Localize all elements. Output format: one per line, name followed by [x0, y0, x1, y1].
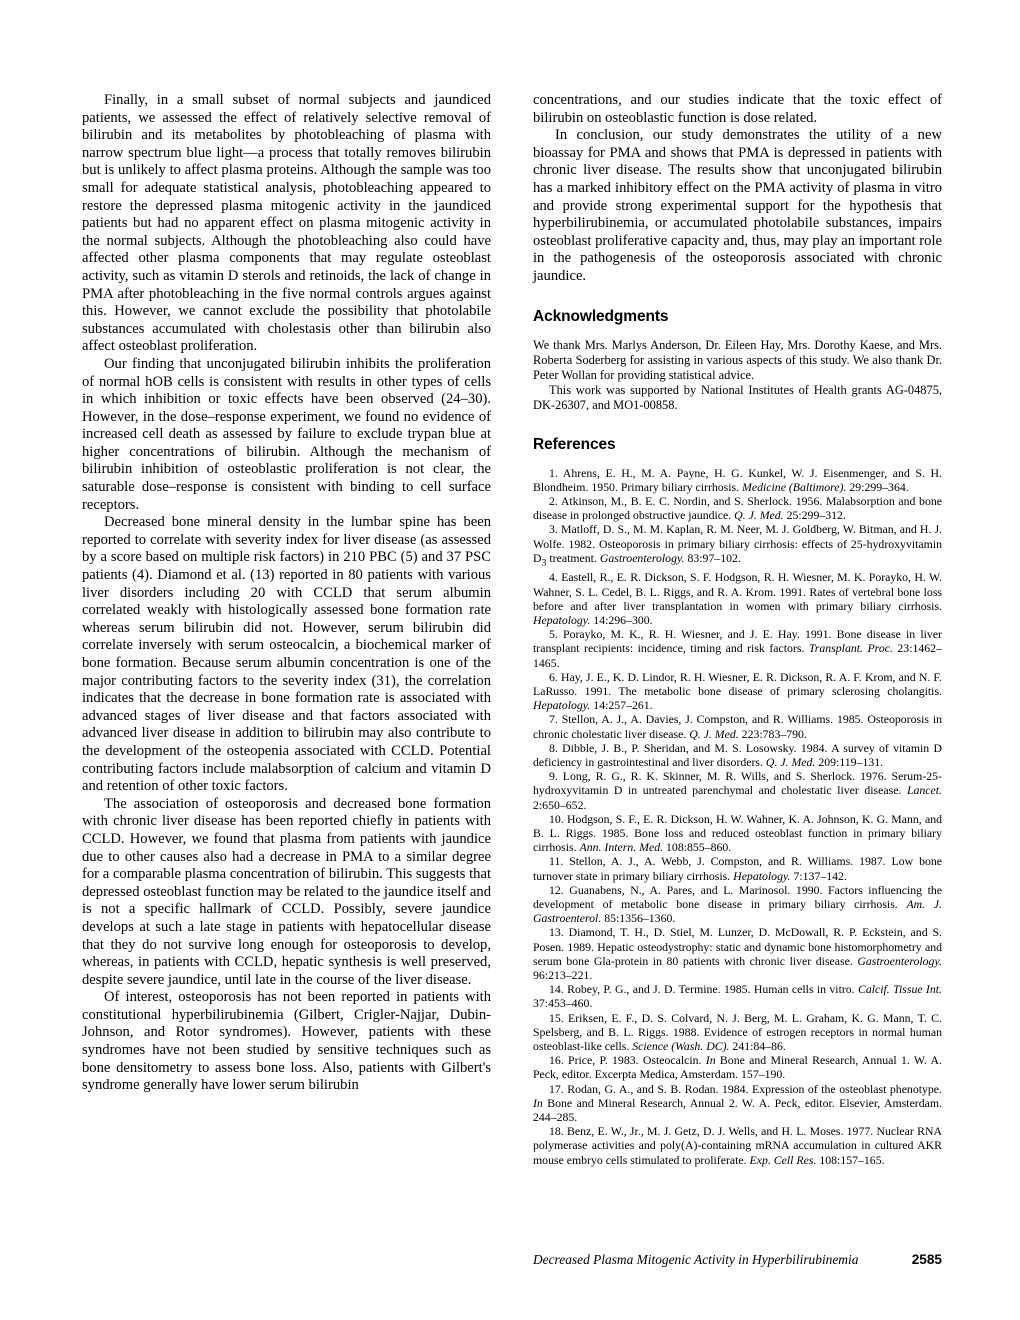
paragraph: The association of osteoporosis and decreased bone formation with chronic liver disease has been reported chiefly in patients with CCLD. However, we found that plasma from patients with jaundice due to other causes also had a decrease in PMA to a similar degree for a comparable plasma concentration of bilirubin. This suggests that depressed osteoblast function may be related to the jaundice itself and is not a specific hallmark of CCLD. Possibly, severe jaundice develops at such a late stage in patients with hepatocellular disease that they do not survive long enough for osteoporosis to develop, whereas, in patients with CCLD, hepatic synthesis is well preserved, despite severe jaundice, until late in the course of the liver disease. [82, 795, 491, 988]
reference-item: 16. Price, P. 1983. Osteocalcin. In Bone and Mineral Research, Annual 1. W. A. Peck, editor. Excerpta Medica, Amsterdam. 157–190. [533, 1053, 942, 1082]
reference-item: 12. Guanabens, N., A. Pares, and L. Marinosol. 1990. Factors influencing the development of metabolic bone disease in primary biliary cirrhosis. Am. J. Gastroenterol. 85:1356–1360. [533, 882, 942, 926]
reference-item: 13. Diamond, T. H., D. Stiel, M. Lunzer, D. McDowall, R. P. Eckstein, and S. Posen. 1989. Hepatic osteodystrophy: static and dynamic bone histomorphometry and serum bone Gla-protein in 80 patients with chronic liver disease. Gastroenterology. 96:213–221. [533, 925, 942, 983]
reference-item: 4. Eastell, R., E. R. Dickson, S. F. Hodgson, R. H. Wiesner, M. K. Porayko, H. W. Wahner, S. L. Cedel, B. L. Riggs, and R. A. Krom. 1991. Rates of vertebral bone loss before and after liver transplantation in women with primary biliary cirrhosis. Hepatology. 14:296–300. [533, 570, 942, 627]
reference-item: 17. Rodan, G. A., and S. B. Rodan. 1984. Expression of the osteoblast phenotype. In Bone and Mineral Research, Annual 2. W. A. Peck, editor. Elsevier, Amsterdam. 244–285. [533, 1081, 942, 1125]
reference-item: 7. Stellon, A. J., A. Davies, J. Compston, and R. Williams. 1985. Osteoporosis in chronic cholestatic liver disease. Q. J. Med. 223:783–790. [533, 712, 942, 741]
references-list [533, 466, 942, 1167]
page-footer [533, 1252, 942, 1268]
left-column [82, 92, 491, 1167]
paragraph: Our finding that unconjugated bilirubin inhibits the proliferation of normal hOB cells is consistent with results in other types of cells in which inhibition or toxic effects have been observed (24–30). However, in the dose–response experiment, we found no evidence of increased cell death as assessed by failure to exclude trypan blue at higher concentrations of bilirubin. Although the mechanism of bilirubin inhibition of osteoblastic proliferation is not clear, the saturable dose–response is consistent with binding to cell surface receptors. [82, 355, 491, 513]
reference-item: 5. Porayko, M. K., R. H. Wiesner, and J. E. Hay. 1991. Bone disease in liver transplant recipients: incidence, timing and risk factors. Transplant. Proc. 23:1462–1465. [533, 627, 942, 670]
reference-item: 15. Eriksen, E. F., D. S. Colvard, N. J. Berg, M. L. Graham, K. G. Mann, T. C. Spelsberg, and B. L. Riggs. 1988. Evidence of estrogen receptors in normal human osteoblast-like cells. Science (Wash. DC). 241:84–86. [533, 1010, 942, 1054]
acknowledgments-paragraph: We thank Mrs. Marlys Anderson, Dr. Eileen Hay, Mrs. Dorothy Kaese, and Mrs. Roberta Soderberg for assisting in various aspects of this study. We also thank Dr. Peter Wollan for providing statistical advice. [533, 337, 942, 382]
running-title: Decreased Plasma Mitogenic Activity in Hyperbilirubinemia [533, 1252, 859, 1267]
two-column-body [82, 92, 942, 1167]
acknowledgments-heading: Acknowledgments [533, 307, 669, 325]
reference-item: 9. Long, R. G., R. K. Skinner, M. R. Wills, and S. Sherlock. 1976. Serum-25-hydroxyvitamin D in untreated parenchymal and cholestatic liver disease. Lancet. 2:650–652. [533, 769, 942, 812]
references-heading: References [533, 435, 616, 453]
acknowledgments-paragraph: This work was supported by National Institutes of Health grants AG-04875, DK-26307, and MO1-00858. [533, 383, 942, 413]
paragraph: Decreased bone mineral density in the lumbar spine has been reported to correlate with severity index for liver disease (as assessed by a score based on multiple risk factors) in 210 PBC (5) and 37 PSC patients (4). Diamond et al. (13) reported in 80 patients with various liver disorders including 20 with CCLD that serum albumin correlated weakly with histologically assessed bone formation rate whereas serum bilirubin did not. However, serum bilirubin did correlate inversely with serum osteocalcin, a biochemical marker of bone formation. Because serum albumin concentration is one of the major contributing factors to the severity index (31), the correlation indicates that the decrease in bone formation rate is associated with advanced stages of liver disease and that factors associated with advanced liver disease in addition to bilirubin may also contribute to the development of the osteopenia associated with CCLD. Potential contributing factors include malabsorption of calcium and vitamin D and retention of other toxic factors. [82, 514, 491, 795]
reference-item: 6. Hay, J. E., K. D. Lindor, R. H. Wiesner, E. R. Dickson, R. A. F. Krom, and N. F. LaRusso. 1991. The metabolic bone disease of primary sclerosing cholangitis. Hepatology. 14:257–261. [533, 669, 942, 713]
paragraph: Finally, in a small subset of normal subjects and jaundiced patients, we assessed the effect of relatively selective removal of bilirubin and its metabolites by photobleaching of plasma with narrow spectrum blue light—a process that totally removes bilirubin but is unlikely to affect plasma proteins. Although the sample was too small for adequate statistical analysis, photobleaching appeared to restore the depressed plasma mitogenic activity in the jaundiced patients but had no apparent effect on plasma mitogenic activity in the normal subjects. Although the photobleaching also could have affected other plasma components that may regulate osteoblast activity, such as vitamin D sterols and retinoids, the lack of change in PMA after photobleaching in the five normal controls argues against this. However, we cannot exclude the possibility that photolabile substances accumulated with cholestasis other than bilirubin also affect osteoblast proliferation. [82, 92, 491, 355]
reference-item: 1. Ahrens, E. H., M. A. Payne, H. G. Kunkel, W. J. Eisenmenger, and S. H. Blondheim. 1950. Primary biliary cirrhosis. Medicine (Baltimore). 29:299–364. [533, 465, 942, 494]
reference-item: 2. Atkinson, M., B. E. C. Nordin, and S. Sherlock. 1956. Malabsorption and bone disease in prolonged obstructive jaundice. Q. J. Med. 25:299–312. [533, 493, 942, 523]
reference-item: 14. Robey, P. G., and J. D. Termine. 1985. Human cells in vitro. Calcif. Tissue Int. 37:453–460. [533, 982, 942, 1011]
paragraph: concentrations, and our studies indicate that the toxic effect of bilirubin on osteoblastic function is dose related. [533, 92, 942, 126]
page-number: 2585 [911, 1252, 942, 1267]
reference-item: 11. Stellon, A. J., A. Webb, J. Compston, and R. Williams. 1987. Low bone turnover state in primary biliary cirrhosis. Hepatology. 7:137–142. [533, 854, 942, 883]
paragraph: Of interest, osteoporosis has not been reported in patients with constitutional hyperbilirubinemia (Gilbert, Crigler-Najjar, Dubin-Johnson, and Rotor syndromes). However, patients with these syndromes have not been studied by sensitive techniques such as bone densitometry to assess bone loss. Also, patients with Gilbert's syndrome generally have lower serum bilirubin [82, 989, 491, 1094]
reference-item: 8. Dibble, J. B., P. Sheridan, and M. S. Losowsky. 1984. A survey of vitamin D deficiency in gastrointestinal and liver disorders. Q. J. Med. 209:119–131. [533, 740, 942, 769]
right-column [533, 92, 942, 1167]
reference-item: 18. Benz, E. W., Jr., M. J. Getz, D. J. Wells, and H. L. Moses. 1977. Nuclear RNA polymerase activities and poly(A)-containing mRNA accumulation in cultured AKR mouse embryo cells stimulated to proliferate. Exp. Cell Res. 108:157–165. [533, 1124, 942, 1167]
paragraph: In conclusion, our study demonstrates the utility of a new bioassay for PMA and shows that PMA is depressed in patients with chronic liver disease. The results show that unconjugated bilirubin has a marked inhibitory effect on the PMA activity of plasma in vitro and provide strong experimental support for the hypothesis that hyperbilirubinemia, or accumulated photolabile substances, impairs osteoblast proliferative capacity and, thus, may play an important role in the pathogenesis of the osteoporosis associated with chronic jaundice. [533, 127, 942, 284]
reference-item: 3. Matloff, D. S., M. M. Kaplan, R. M. Neer, M. J. Goldberg, W. Bitman, and H. J. Wolfe. 1982. Osteoporosis in primary biliary cirrhosis: effects of 25-hydroxyvitamin $D_3$ treatment. Gastroenterology. 83:97–102. [533, 522, 942, 569]
reference-item: 10. Hodgson, S. F., E. R. Dickson, H. W. Wahner, K. A. Johnson, K. G. Mann, and B. L. Riggs. 1985. Bone loss and reduced osteoblast function in primary biliary cirrhosis. Ann. Intern. Med. 108:855–860. [533, 811, 942, 855]
